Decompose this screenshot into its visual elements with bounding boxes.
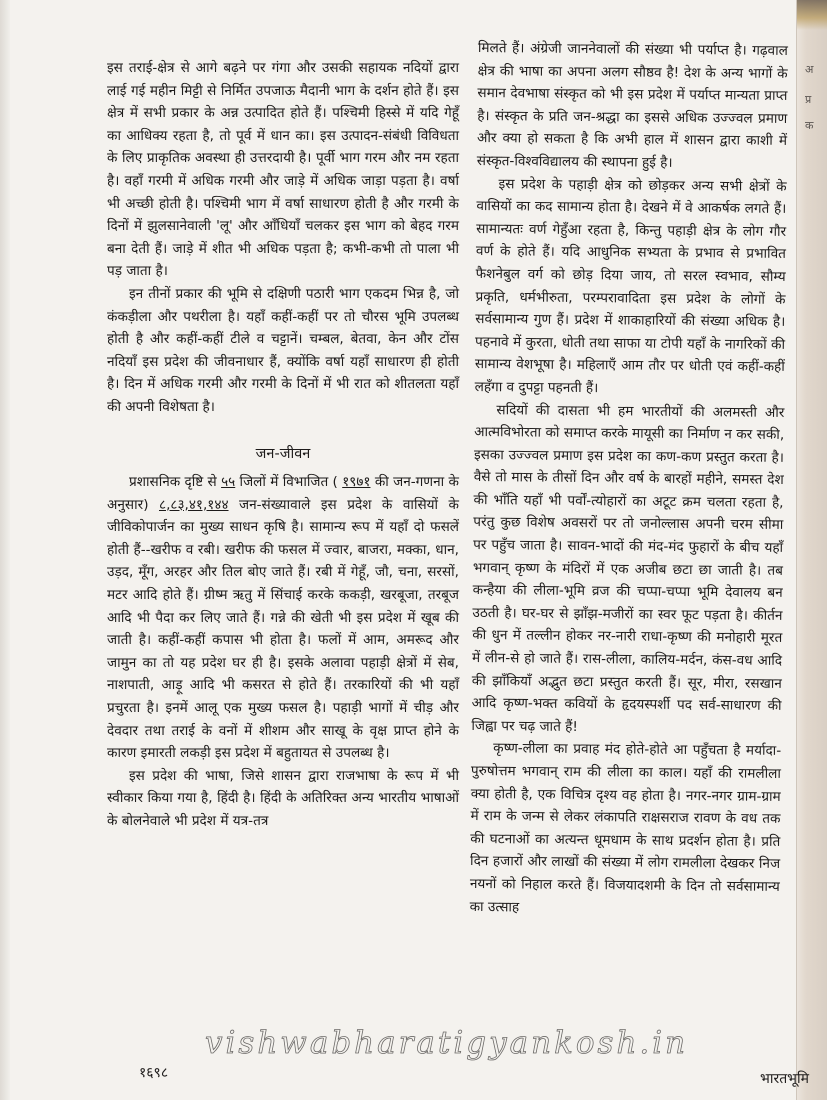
adjacent-page-edge [796, 0, 827, 1100]
paragraph-ramlila: कृष्ण-लीला का प्रवाह मंद होते-होते आ पहुँचता है मर्यादा-पुरुषोत्तम भगवान् राम की लीला का काल। यहाँ की रामलीला क्या होती है, एक विचित्र दृश्य वह होता है। नगर-नगर ग्राम-ग्राम में राम के जन्म से लेकर लंकापति राक्षसराज रावण के वध तक की घटनाओं का अत्यन्त धूमधाम के साथ प्रदर्शन होता है। प्रति दिन हजारों और लाखों की संख्या में लोग रामलीला देखकर निज नयनों को निहाल करते हैं। विजयादशमी के दिन तो सर्वसामान्य का उत्साह [469, 740, 782, 915]
page-number: १६९८ [139, 1065, 169, 1081]
adjacent-page-fragment: क [805, 119, 814, 132]
district-count: ५५ [221, 474, 236, 491]
page-edge-shadow [0, 0, 10, 1100]
census-text: जिलों में विभाजित ( [235, 474, 343, 491]
paragraph-festivals: सदियों की दासता भी हम भारतीयों की अलमस्ती और आत्मविभोरता को समाप्त करके मायूसी का निर्माण न कर सकी, इसका उज्ज्वल प्रमाण इस प्रदेश का कण-कण प्रस्तुत करता है। वैसे तो मास के तीसों दिन और वर्ष के बारहों महीने, समस्त देश की भाँति यहाँ भी पर्वों-त्योहारों का अटूट क्रम चलता रहता है, परंतु कुछ विशेष अवसरों पर तो जनोल्लास अपनी चरम सीमा पर पहुँच जाता है। सावन-भादों की मंद-मंद फुहारों के बीच यहाँ भगवान् कृष्ण के मंदिरों में एक अजीब छटा छा जाती है। तब कन्हैया की लीला-भूमि व्रज की चप्पा-चप्पा भूमि देवालय बन उठती है। घर-घर से झाँझ-मजीरों का स्वर फूट पड़ता है। कीर्तन की धुन में तल्लीन होकर नर-नारी राधा-कृष्ण की मनोहारी मूरत में लीन-से हो जाते हैं। रास-लीला, कालिय-मर्दन, कंस-वध आदि की झाँकियाँ अद्भुत छटा प्रस्तुत करती हैं। सूर, मीरा, रसखान आदि कृष्ण-भक्त कवियों के हृदयस्पर्शी पद सर्व-साधारण की जिह्वा पर चढ़ जाते हैं! [471, 401, 785, 735]
watermark: vishwabharatigyankosh.in [205, 1025, 689, 1061]
adjacent-page-fragment: प्र [805, 93, 812, 106]
population-figure: ८,८३,४१,१४४ [159, 496, 229, 513]
census-text: की जन-गणना के अनुसार) [107, 474, 459, 513]
paragraph-census [107, 471, 459, 765]
left-column [107, 57, 459, 833]
paragraph-southern-plateau: इन तीनों प्रकार की भूमि से दक्षिणी पठारी भाग एकदम भिन्न है, जो कंकड़ीला और पथरीला है। यहाँ कहीं-कहीं पर तो चौरस भूमि उपलब्ध होती है और कहीं-कहीं टीले व चट्टानें। चम्बल, बेतवा, केन और टोंस नदियाँ इस प्रदेश की जीवनाधार हैं, क्योंकि वर्षा यहाँ साधारण ही होती है। दिन में अधिक गरमी और गरमी के दिनों में भी रात को शीतलता यहाँ की अपनी विशेषता है। [107, 285, 459, 415]
census-text: जन-संख्यावाले इस प्रदेश के वासियों के जीविकोपार्जन का मुख्य साधन कृषि है। सामान्य रूप में यहाँ दो फसलें होती हैं--खरीफ व रबी। खरीफ की फसल में ज्वार, बाजरा, मक्का, धान, उड़द, मूँग, अरहर और तिल बोए जाते हैं। रबी में गेहूँ, जौ, चना, सरसों, मटर आदि होते हैं। ग्रीष्म ऋतु में सिंचाई करके ककड़ी, खरबूजा, तरबूज आदि भी पैदा कर लिए जाते हैं। गन्ने की खेती भी इस प्रदेश में खूब की जाती है। कहीं-कहीं कपास भी होता है। फलों में आम, अमरूद और जामुन का तो यह प्रदेश घर ही है। इसके अलावा पहाड़ी क्षेत्रों में सेब, नाशपाती, आड़ू आदि भी कसरत से होते हैं। तरकारियों की भी यहाँ प्रचुरता है। इनमें आलू एक मुख्य फसल है। पहाड़ी भागों में चीड़ और देवदार तथा तराई के वनों में शीशम और साखू के वृक्ष प्राप्त होने के कारण इमारती लकड़ी इस प्रदेश में बहुतायत से उपलब्ध है। [107, 496, 459, 762]
binding-shadow [797, 0, 827, 30]
paragraph-language: इस प्रदेश की भाषा, जिसे शासन द्वारा राजभाषा के रूप में भी स्वीकार किया गया है, हिंदी है। हिंदी के अतिरिक्त अन्य भारतीय भाषाओं के बोलनेवाले भी प्रदेश में यत्र-तत्र [107, 767, 459, 829]
paragraph-sanskrit: मिलते हैं। अंग्रेजी जाननेवालों की संख्या भी पर्याप्त है। गढ़वाल क्षेत्र की भाषा का अपना अलग सौष्ठव है! देश के अन्य भागों के समान देवभाषा संस्कृत को भी इस प्रदेश में पर्याप्त मान्यता प्राप्त है। संस्कृत के प्रति जन-श्रद्धा का इससे अधिक उज्ज्वल प्रमाण और क्या हो सकता है कि अभी हाल में शासन द्वारा काशी में संस्कृत-विश्वविद्यालय की स्थापना हुई है। [476, 39, 788, 171]
running-title: भारतभूमि [760, 1071, 810, 1087]
adjacent-page-fragment: अ [805, 63, 814, 76]
right-column [470, 37, 788, 921]
paragraph-terai-plains: इस तराई-क्षेत्र से आगे बढ़ने पर गंगा और उसकी सहायक नदियों द्वारा लाई गई महीन मिट्टी से निर्मित उपजाऊ मैदानी भाग के दर्शन होते हैं। इस क्षेत्र में सभी प्रकार के अन्न उत्पादित होते हैं। पश्चिमी हिस्से में यदि गेहूँ का आधिक्य रहता है, तो पूर्व में धान का। इस उत्पादन-संबंधी विविधता के लिए प्राकृतिक अवस्था ही उत्तरदायी है। पूर्वी भाग गरम और नम रहता है। वहाँ गरमी में अधिक गरमी और जाड़े में अधिक जाड़ा पड़ता है। वर्षा भी अच्छी होती है। पश्चिमी भाग में वर्षा साधारण होती है और गरमी के दिनों में झुलसानेवाली 'लू' और आँधियाँ चलकर इस भाग को बेहद गरम बना देती हैं। जाड़े में शीत भी अधिक पड़ता है; कभी-कभी तो पाला भी पड़ जाता है। [107, 60, 459, 280]
section-heading: जन-जीवन [255, 445, 311, 462]
census-year: १९७१ [342, 474, 371, 491]
census-text: प्रशासनिक दृष्टि से [129, 474, 222, 491]
paragraph-people: इस प्रदेश के पहाड़ी क्षेत्र को छोड़कर अन्य सभी क्षेत्रों के वासियों का कद सामान्य होता है। देखने में वे आकर्षक लगते हैं। सामान्यतः वर्ण गेहुँआ रहता है, किन्तु पहाड़ी क्षेत्र के लोग गौर वर्ण के होते हैं। यदि आधुनिक सभ्यता के प्रभाव से प्रभावित फैशनेबुल वर्ग को छोड़ दिया जाय, तो सरल स्वभाव, सौम्य प्रकृति, धर्मभीरुता, परम्परावादिता इस प्रदेश के लोगों के सर्वसामान्य गुण हैं। प्रदेश में शाकाहारियों की संख्या अधिक है। पहनावे में कुरता, धोती तथा साफा या टोपी यहाँ के नागरिकों की सामान्य वेशभूषा है। महिलाएँ आम तौर पर धोती एवं कहीं-कहीं लहँगा व दुपट्टा पहनती हैं। [474, 175, 787, 397]
